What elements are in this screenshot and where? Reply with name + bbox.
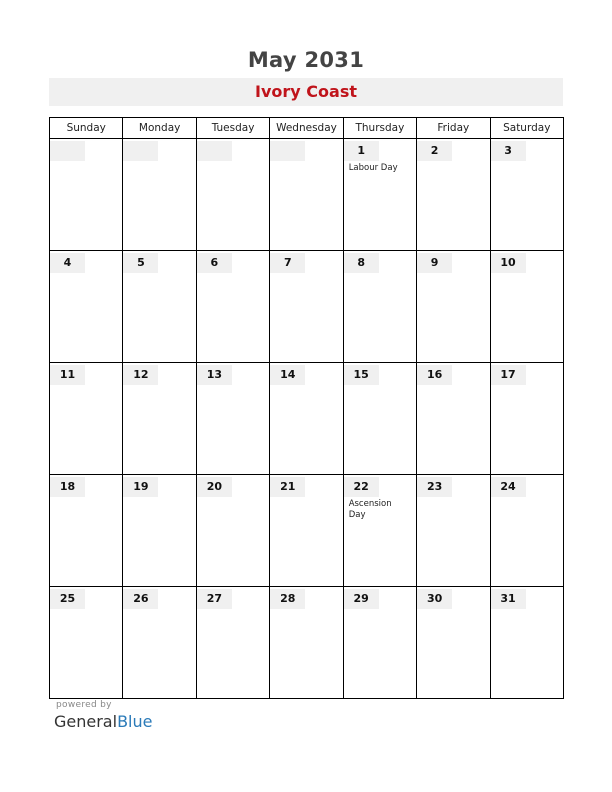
day-cell[interactable]: [490, 475, 563, 587]
day-cell[interactable]: [50, 139, 123, 251]
weekday-header-wednesday: Wednesday: [270, 118, 343, 139]
weekday-header-monday: Monday: [123, 118, 196, 139]
day-cell[interactable]: [417, 363, 490, 475]
day-cell[interactable]: [343, 139, 416, 251]
day-cell[interactable]: [270, 475, 343, 587]
day-cell[interactable]: [490, 251, 563, 363]
day-number: 3: [491, 141, 526, 161]
day-cell[interactable]: [490, 587, 563, 699]
day-cell[interactable]: [343, 251, 416, 363]
country-banner: [49, 78, 563, 106]
day-cell[interactable]: [270, 139, 343, 251]
week-row: [50, 587, 564, 699]
day-number: [50, 141, 85, 161]
day-cell[interactable]: [196, 139, 269, 251]
day-number: 29: [344, 589, 379, 609]
weekday-header-tuesday: Tuesday: [196, 118, 269, 139]
day-cell[interactable]: [196, 475, 269, 587]
day-cell[interactable]: [490, 139, 563, 251]
day-number: 20: [197, 477, 232, 497]
day-number: 10: [491, 253, 526, 273]
day-number: 22: [344, 477, 379, 497]
day-number: 1: [344, 141, 379, 161]
day-number: 17: [491, 365, 526, 385]
day-cell[interactable]: [417, 139, 490, 251]
weekday-header-thursday: Thursday: [343, 118, 416, 139]
day-cell[interactable]: [490, 363, 563, 475]
day-cell[interactable]: [123, 139, 196, 251]
day-number: 8: [344, 253, 379, 273]
day-cell[interactable]: [123, 363, 196, 475]
day-number: 16: [417, 365, 452, 385]
day-number: 5: [123, 253, 158, 273]
calendar-grid: [49, 117, 564, 699]
day-number: [197, 141, 232, 161]
day-cell[interactable]: [417, 251, 490, 363]
day-cell[interactable]: [196, 587, 269, 699]
day-number: 9: [417, 253, 452, 273]
brand-blue-text: Blue: [117, 712, 153, 731]
day-number: 7: [270, 253, 305, 273]
country-name: Ivory Coast: [255, 82, 357, 101]
day-number: 14: [270, 365, 305, 385]
day-cell[interactable]: [50, 363, 123, 475]
day-cell[interactable]: [343, 587, 416, 699]
day-number: 15: [344, 365, 379, 385]
day-number: 19: [123, 477, 158, 497]
weekday-header-sunday: Sunday: [50, 118, 123, 139]
day-number: [270, 141, 305, 161]
week-row: [50, 251, 564, 363]
holiday-label: Labour Day: [348, 163, 398, 173]
day-cell[interactable]: [196, 251, 269, 363]
day-number: 27: [197, 589, 232, 609]
day-number: 24: [491, 477, 526, 497]
day-number: 26: [123, 589, 158, 609]
brand-general-text: General: [54, 712, 118, 731]
day-number: 28: [270, 589, 305, 609]
day-cell[interactable]: [417, 475, 490, 587]
week-row: [50, 363, 564, 475]
day-cell[interactable]: [123, 251, 196, 363]
week-row: [50, 139, 564, 251]
generalblue-logo[interactable]: [54, 712, 152, 731]
day-number: 13: [197, 365, 232, 385]
calendar-body: [50, 139, 564, 699]
powered-by-label: powered by: [56, 700, 112, 710]
day-number: 2: [417, 141, 452, 161]
day-number: 18: [50, 477, 85, 497]
day-number: 6: [197, 253, 232, 273]
day-cell[interactable]: [123, 587, 196, 699]
day-cell[interactable]: [417, 587, 490, 699]
holiday-label: Ascension Day: [348, 499, 392, 520]
day-cell[interactable]: [270, 251, 343, 363]
day-cell[interactable]: [50, 475, 123, 587]
day-number: 25: [50, 589, 85, 609]
day-number: [123, 141, 158, 161]
day-cell[interactable]: [50, 587, 123, 699]
day-number: 4: [50, 253, 85, 273]
weekday-header-saturday: Saturday: [490, 118, 563, 139]
day-number: 30: [417, 589, 452, 609]
day-cell[interactable]: [50, 251, 123, 363]
day-number: 21: [270, 477, 305, 497]
weekday-header-friday: Friday: [417, 118, 490, 139]
week-row: [50, 475, 564, 587]
weekday-header-row: [50, 118, 564, 139]
day-cell[interactable]: [196, 363, 269, 475]
day-number: 23: [417, 477, 452, 497]
day-number: 12: [123, 365, 158, 385]
day-number: 11: [50, 365, 85, 385]
day-cell[interactable]: [343, 363, 416, 475]
page-title: May 2031: [247, 48, 365, 72]
day-cell[interactable]: [270, 363, 343, 475]
day-number: 31: [491, 589, 526, 609]
day-cell[interactable]: [343, 475, 416, 587]
day-cell[interactable]: [270, 587, 343, 699]
day-cell[interactable]: [123, 475, 196, 587]
